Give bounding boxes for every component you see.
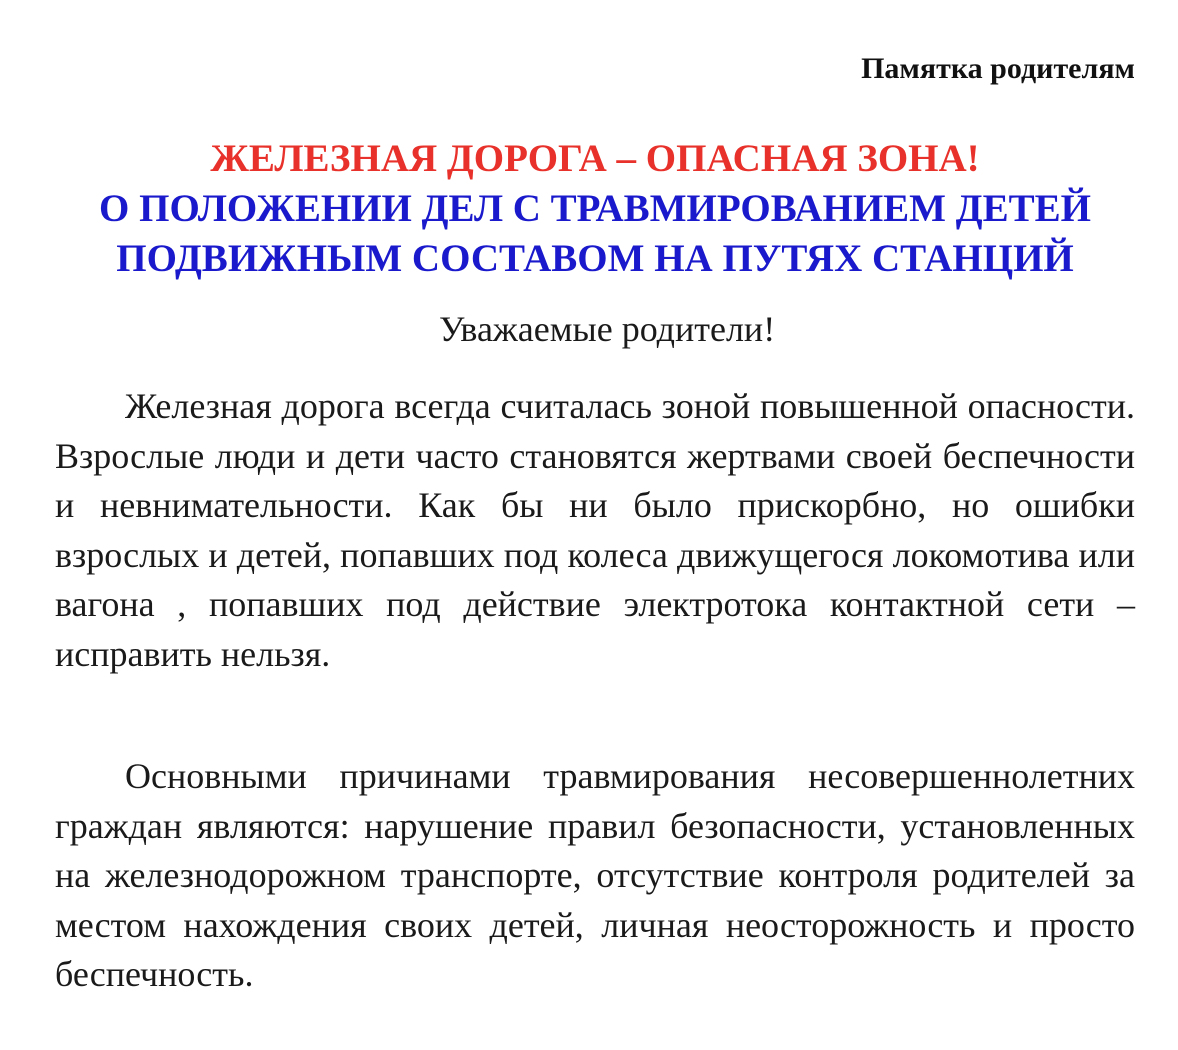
subtitle-line-2: ПОДВИЖНЫМ СОСТАВОМ НА ПУТЯХ СТАНЦИЙ <box>116 237 1074 280</box>
paragraph-injury-causes: Основными причинами травмирования несовершеннолетних граждан являются: нарушение правил безопасности, установленных на железнодорожном транспорте, отсутствие контроля родителей за местом нахождения своих детей, личная неосторожность и просто беспечность. <box>55 756 1135 994</box>
memo-label: Памятка родителям <box>861 52 1135 85</box>
subtitle-line-1: О ПОЛОЖЕНИИ ДЕЛ С ТРАВМИРОВАНИЕМ ДЕТЕЙ <box>99 187 1091 230</box>
greeting: Уважаемые родители! <box>439 309 776 349</box>
main-title: ЖЕЛЕЗНАЯ ДОРОГА – ОПАСНАЯ ЗОНА! <box>210 137 980 180</box>
paragraph-railway-danger: Железная дорога всегда считалась зоной повышенной опасности. Взрослые люди и дети часто становятся жертвами своей беспечности и невнимательности. Как бы ни было прискорбно, но ошибки взрослых и детей, попавших под колеса движущегося локомотива или вагона , попавших под действие электротока контактной сети – исправить нельзя. <box>55 386 1135 674</box>
